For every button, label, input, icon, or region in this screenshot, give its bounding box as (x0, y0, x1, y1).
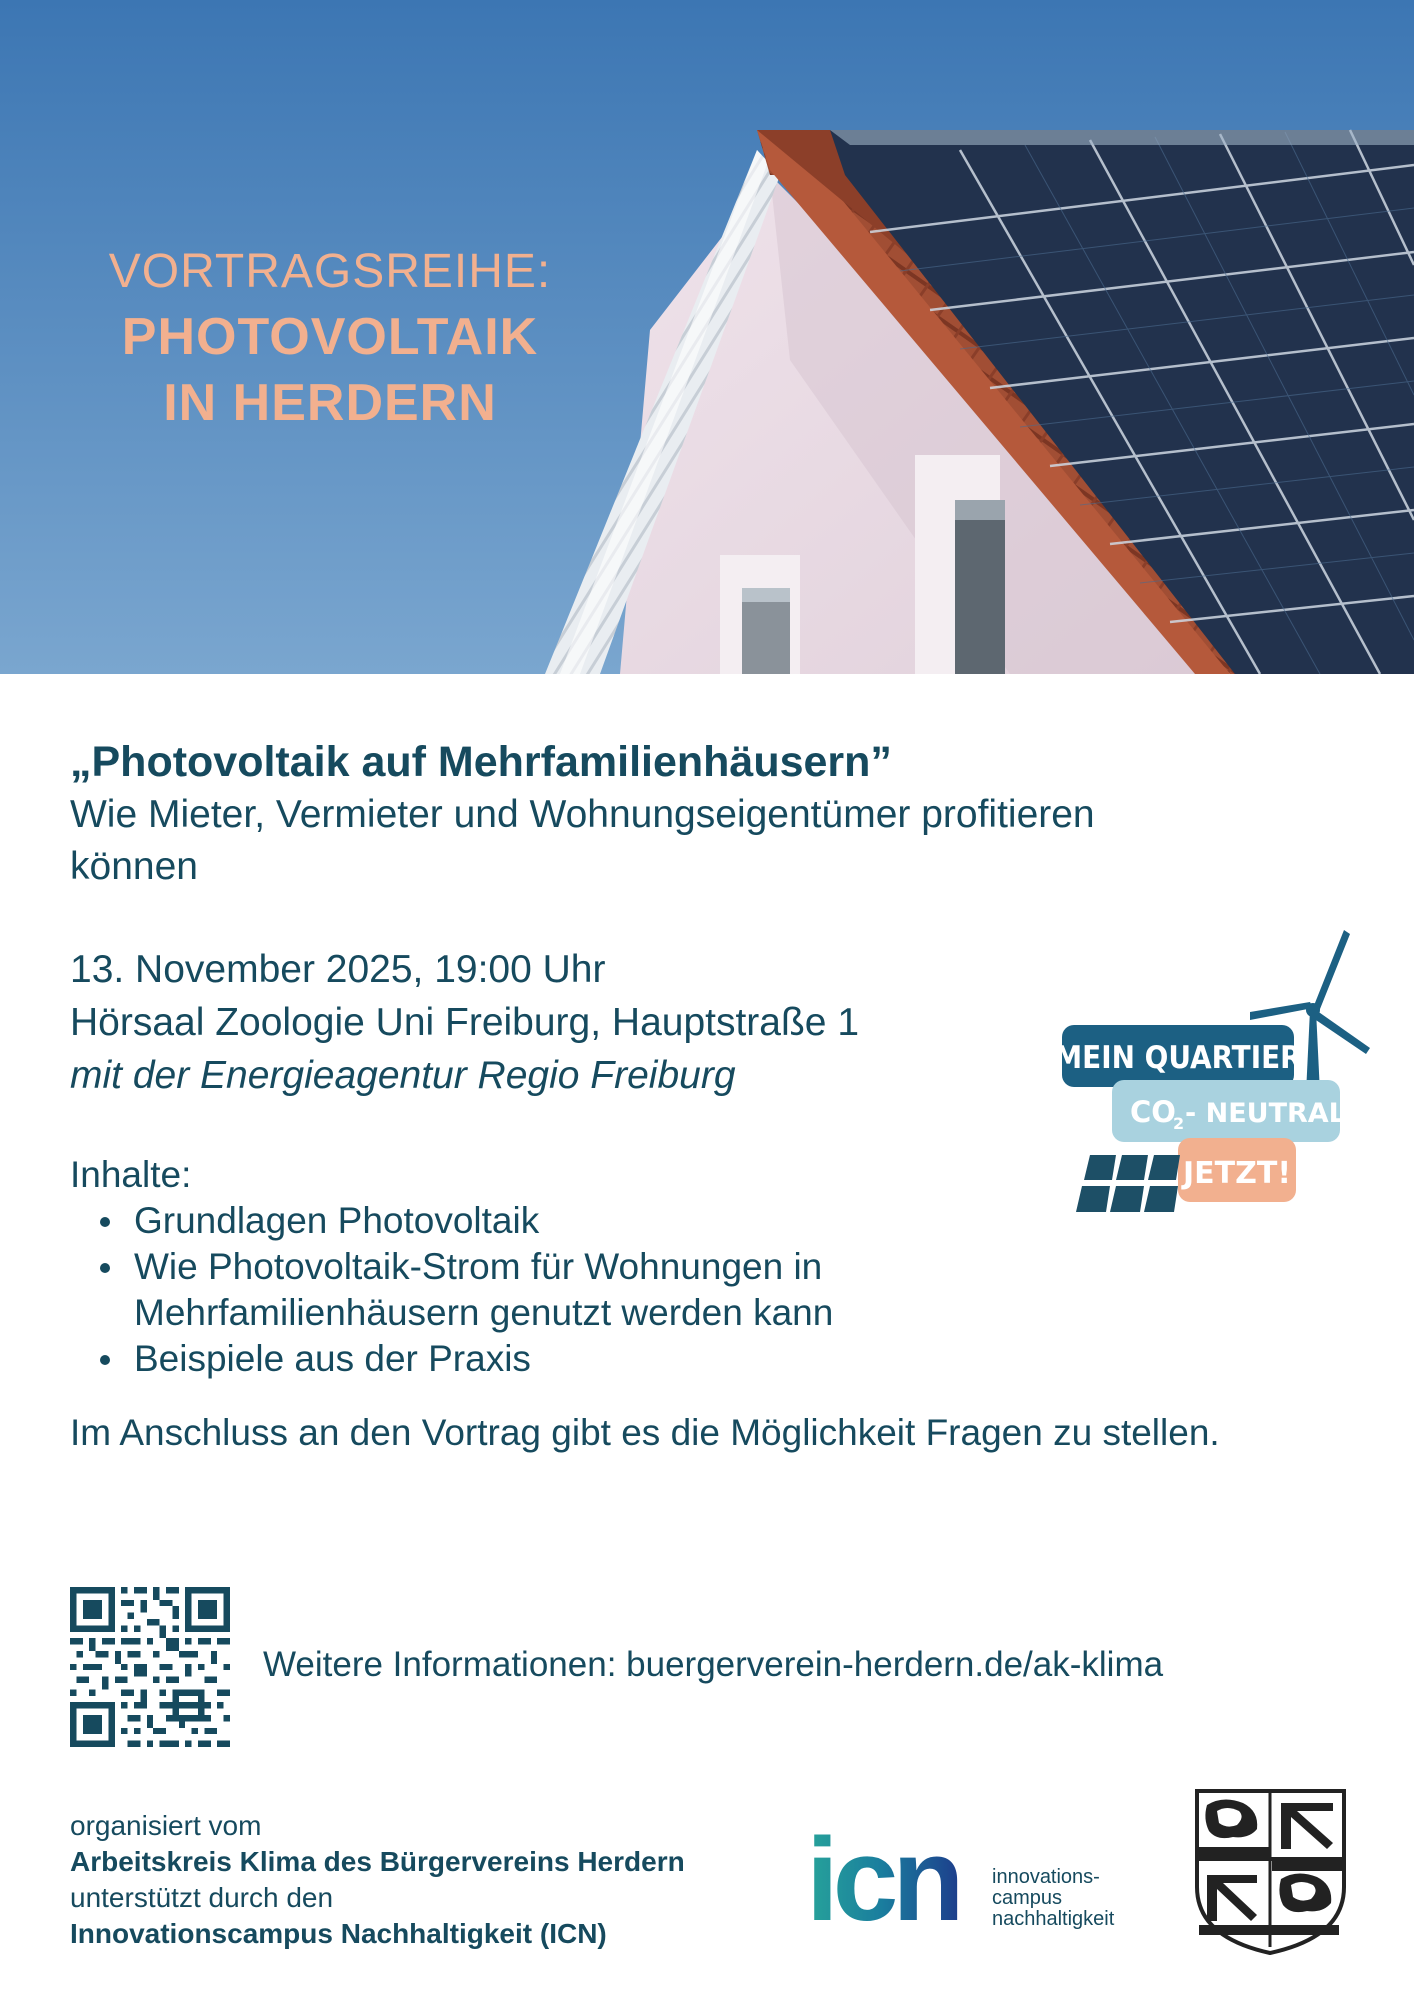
badge-line-2: - NEUTRAL (1185, 1098, 1346, 1129)
icn-logo-line-2: campus (992, 1887, 1063, 1909)
organized-by-label: organisiert vom (70, 1810, 262, 1841)
hero-kicker: VORTRAGSREIHE: (108, 245, 552, 298)
outro-text: Im Anschluss an den Vortrag gibt es die Möglichkeit Fragen zu stellen. (70, 1412, 1220, 1453)
hero-title-line-2: IN HERDERN (163, 374, 497, 432)
topic-item: Beispiele aus der Praxis (98, 1336, 1360, 1382)
badge-line-3: JETZT! (1182, 1156, 1292, 1191)
event-location: Hörsaal Zoologie Uni Freiburg, Hauptstraße 1 (70, 1001, 860, 1044)
herdern-crest-icon (1193, 1787, 1348, 1957)
solar-panel-icon (1076, 1155, 1180, 1212)
hero-title (60, 240, 600, 436)
talk-title: „Photovoltaik auf Mehrfamilienhäusern” (70, 738, 892, 786)
topic-item: Wie Photovoltaik-Strom für Wohnungen in Mehrfamilienhäusern genutzt werden kann (98, 1244, 998, 1336)
badge-line-1: MEIN QUARTIER (1060, 1040, 1302, 1076)
badge-co2: CO (1130, 1095, 1176, 1129)
supported-by-label: unterstützt durch den (70, 1882, 334, 1913)
icn-logo-line-1: innovations- (992, 1866, 1100, 1888)
hero-image (0, 0, 1414, 674)
icn-logo-line-3: nachhaltigkeit (992, 1908, 1115, 1930)
info-link[interactable]: Weitere Informationen: buergerverein-herdern.de/ak-klima (263, 1645, 1164, 1684)
talk-subtitle: Wie Mieter, Vermieter und Wohnungseigentümer profitieren können (70, 793, 1095, 888)
qr-code[interactable] (70, 1587, 230, 1747)
badge-co2-sub: 2 (1173, 1114, 1185, 1133)
window-left (720, 555, 800, 674)
event-datetime: 13. November 2025, 19:00 Uhr (70, 948, 606, 991)
organizer-name: Arbeitskreis Klima des Bürgervereins Herdern (70, 1846, 685, 1877)
supporter-name: Innovationscampus Nachhaltigkeit (ICN) (70, 1918, 607, 1949)
topic-item: Grundlagen Photovoltaik (98, 1198, 1360, 1244)
hero-title-line-1: PHOTOVOLTAIK (121, 308, 539, 366)
footer-credits (70, 1808, 685, 1952)
window-right (915, 455, 1005, 674)
topics-heading: Inhalte: (70, 1154, 192, 1195)
co2-neutral-badge (1060, 930, 1370, 1240)
icn-wordmark: icn (806, 1830, 959, 1940)
event-partner: mit der Energieagentur Regio Freiburg (70, 1054, 736, 1097)
icn-logo-text (992, 1867, 1114, 1930)
